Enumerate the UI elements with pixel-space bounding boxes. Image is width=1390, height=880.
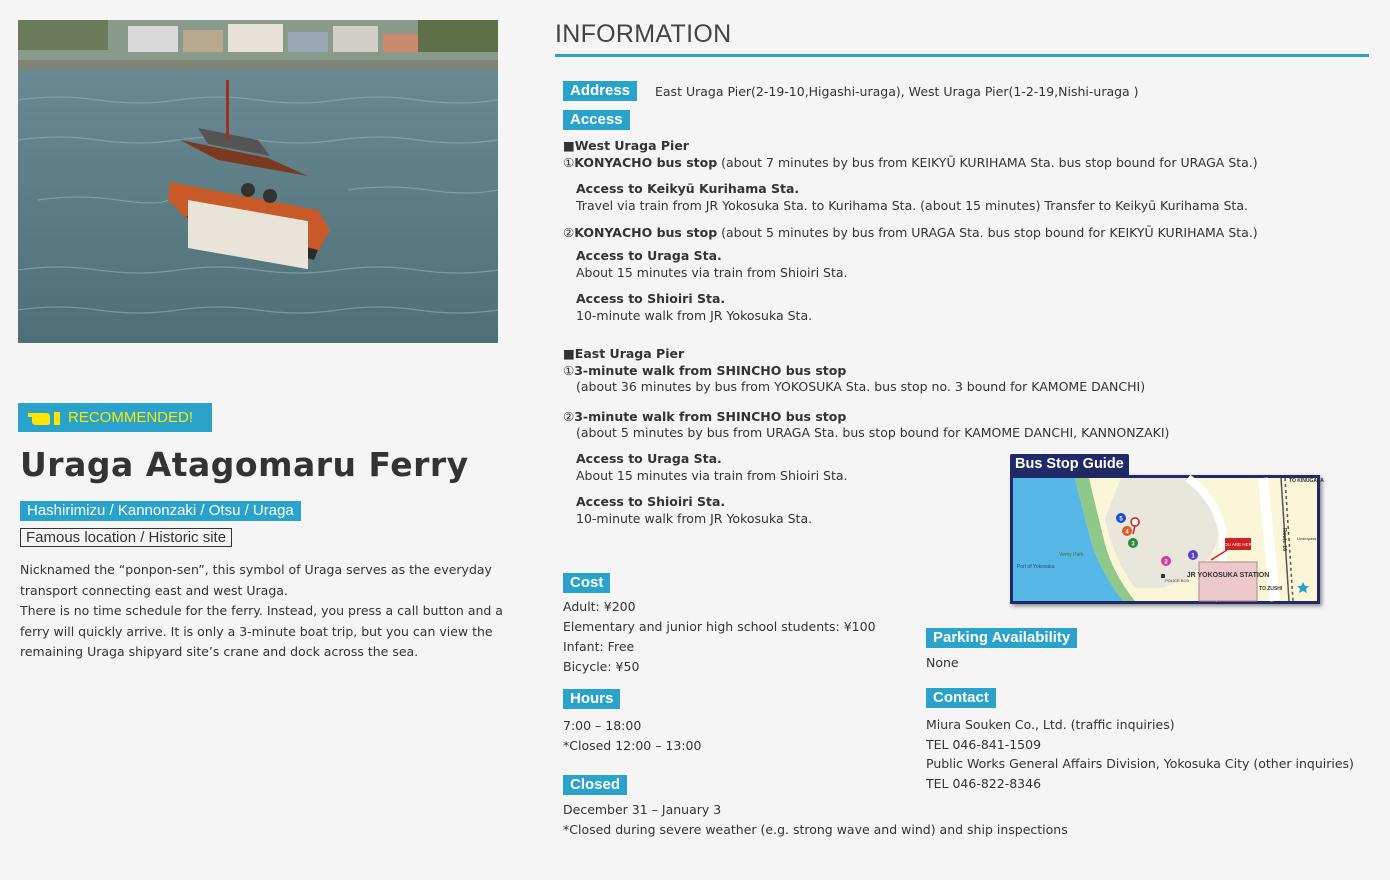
- closed-item: December 31 – January 3: [563, 802, 722, 817]
- hours-list: [563, 716, 701, 755]
- police-box-icon: [1161, 574, 1165, 578]
- pointing-hand-icon: [26, 409, 66, 427]
- cost-list: [563, 597, 876, 677]
- east-route-2-sub1-title: Access to Uraga Sta.: [576, 451, 722, 466]
- ferry-photo: [18, 20, 498, 343]
- west-route-1-sub-text: Travel via train from JR Yokosuka Sta. to Kurihama Sta. (about 15 minutes) Transfer to Keikyū Kurihama Sta.: [576, 198, 1248, 213]
- bus-stop-guide-title: Bus Stop Guide: [1010, 454, 1129, 475]
- contact-list: [926, 715, 1354, 793]
- map-route16-label: Route 16: [1281, 528, 1287, 552]
- east-route-2: ②3-minute walk from SHINCHO bus stop: [563, 409, 847, 424]
- map-port-label: Port of Yokosuka: [1017, 564, 1055, 570]
- description-line: Nicknamed the “ponpon-sen”, this symbol of Uraga serves as the everyday: [20, 562, 492, 577]
- west-route-2: ②KONYACHO bus stop (about 5 minutes by bus from URAGA Sta. bus stop bound for KEIKYŪ KURIHAMA Sta.): [563, 225, 1258, 240]
- east-route-1: ①3-minute walk from SHINCHO bus stop: [563, 363, 847, 378]
- contact-item: Public Works General Affairs Division, Yokosuka City (other inquiries): [926, 756, 1354, 771]
- description-line: transport connecting east and west Uraga.: [20, 582, 288, 598]
- east-route-2-sub1-text: About 15 minutes via train from Shioiri Sta.: [576, 468, 848, 483]
- page-title: Uraga Atagomaru Ferry: [20, 445, 469, 484]
- cost-item: Elementary and junior high school students: ¥100: [563, 619, 876, 634]
- contact-phone[interactable]: TEL 046-841-1509: [926, 736, 1042, 752]
- map-station-label: JR YOKOSUKA STATION: [1186, 572, 1270, 579]
- access-label: Access: [563, 110, 630, 130]
- cost-item: Adult: ¥200: [563, 599, 636, 614]
- map-zushi-label: TO ZUSHI: [1259, 586, 1283, 592]
- west-route-2-sub1-title: Access to Uraga Sta.: [576, 248, 722, 263]
- map-underpass-label: Underpass: [1297, 536, 1317, 541]
- bus-stop-number: 5: [1119, 516, 1123, 523]
- cost-item: Bicycle: ¥50: [563, 659, 640, 674]
- closed-label: Closed: [563, 775, 627, 795]
- parking-label: Parking Availability: [926, 628, 1077, 648]
- bus-stop-number: 2: [1164, 559, 1168, 566]
- map-police-label: POLICE BOX: [1165, 578, 1190, 583]
- information-heading: INFORMATION: [555, 20, 732, 48]
- description-line: ferry will quickly arrive. It is only a 3-minute boat trip, but you can view the: [20, 623, 493, 639]
- east-route-2-detail: (about 5 minutes by bus from URAGA Sta. bus stop bound for KAMOME DANCHI, KANNONZAKI): [576, 425, 1170, 440]
- east-route-1-detail: (about 36 minutes by bus from YOKOSUKA Sta. bus stop no. 3 bound for KAMOME DANCHI): [576, 379, 1146, 394]
- address-value: East Uraga Pier(2-19-10,Higashi-uraga), West Uraga Pier(1-2-19,Nishi-uraga ): [655, 84, 1139, 99]
- contact-phone[interactable]: TEL 046-822-8346: [926, 775, 1042, 791]
- description-line: remaining Uraga shipyard site’s crane and dock across the sea.: [20, 644, 419, 659]
- area-tag[interactable]: Hashirimizu / Kannonzaki / Otsu / Uraga: [20, 501, 301, 521]
- cost-label: Cost: [563, 573, 610, 593]
- closed-item: *Closed during severe weather (e.g. strong wave and wind) and ship inspections: [563, 822, 1068, 837]
- hours-label: Hours: [563, 689, 620, 709]
- west-route-1-sub-title: Access to Keikyū Kurihama Sta.: [576, 181, 800, 196]
- map-verny-park-label: Verny Park: [1059, 552, 1084, 558]
- recommended-label: RECOMMENDED!: [68, 409, 194, 426]
- address-label: Address: [563, 81, 637, 101]
- contact-item: Miura Souken Co., Ltd. (traffic inquiries): [926, 717, 1175, 732]
- bus-stop-number: 4: [1125, 529, 1129, 536]
- parking-value: None: [926, 655, 959, 670]
- bus-stop-map[interactable]: [1010, 475, 1324, 604]
- hours-item: 7:00 – 18:00: [563, 718, 642, 733]
- closed-list: [563, 800, 1068, 840]
- west-route-2-sub1-text: About 15 minutes via train from Shioiri Sta.: [576, 265, 848, 280]
- west-route-2-sub2-text: 10-minute walk from JR Yokosuka Sta.: [576, 308, 813, 323]
- east-pier-heading: ■East Uraga Pier: [563, 346, 685, 361]
- description-line: There is no time schedule for the ferry. Instead, you press a call button and a: [20, 603, 503, 618]
- west-route-1: ①KONYACHO bus stop (about 7 minutes by bus from KEIKYŪ KURIHAMA Sta. bus stop bound for URAGA Sta.): [563, 155, 1258, 170]
- heading-divider: [555, 54, 1369, 57]
- contact-label: Contact: [926, 688, 996, 708]
- description: [20, 560, 505, 663]
- bus-stop-number: 1: [1191, 553, 1195, 560]
- east-route-2-sub2-text: 10-minute walk from JR Yokosuka Sta.: [576, 511, 813, 526]
- bus-stop-number: 3: [1131, 541, 1135, 548]
- category-tag[interactable]: Famous location / Historic site: [20, 528, 232, 547]
- recommended-badge: [18, 403, 212, 432]
- map-you-are-here: YOU ARE HERE: [1221, 542, 1255, 547]
- hours-item: *Closed 12:00 – 13:00: [563, 737, 702, 753]
- west-pier-heading: ■West Uraga Pier: [563, 138, 689, 153]
- east-route-2-sub2-title: Access to Shioiri Sta.: [576, 494, 726, 509]
- west-route-2-sub2-title: Access to Shioiri Sta.: [576, 291, 726, 306]
- cost-item: Infant: Free: [563, 639, 635, 654]
- map-kinugasa-label: TO KINUGASA: [1289, 478, 1324, 484]
